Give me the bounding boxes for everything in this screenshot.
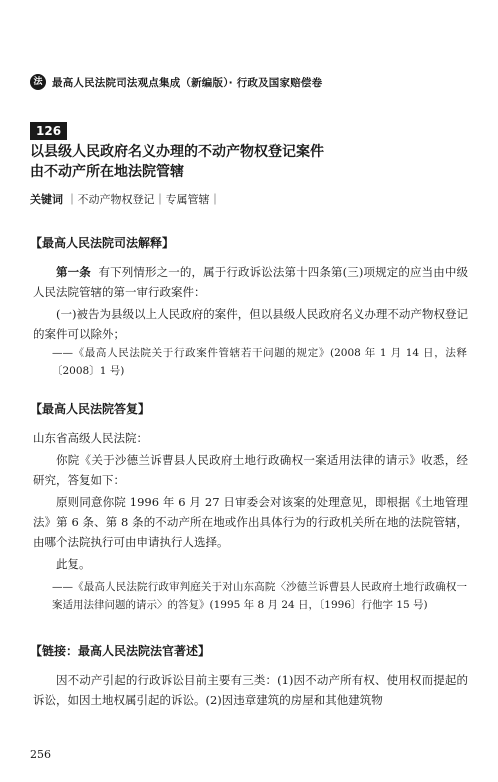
case-number-badge: 126 [30, 122, 67, 140]
section-heading-link: 【链接：最高人民法院法官著述】 [30, 644, 211, 658]
reply-paragraph-1: 你院《关于沙德兰诉曹县人民政府土地行政确权一案适用法律的请示》收悉，经研究，答复如下： [33, 453, 468, 487]
keywords-label: 关键词 [30, 193, 63, 206]
citation-two: ——《最高人民法院行政审判庭关于对山东高院〈沙德兰诉曹县人民政府土地行政确权一案适用法律问题的请示〉的答复》(1995 年 8 月 24 日，〔1996〕行他字 15 号) [52, 581, 467, 611]
section-heading-reply: 【最高人民法院答复】 [30, 402, 151, 416]
seal-icon: 法 [30, 74, 46, 90]
article-paragraph [33, 262, 468, 302]
article-text: 有下列情形之一的，属于行政诉讼法第十四条第(三)项规定的应当由中级人民法院管辖的第一审行政案件： [33, 265, 469, 299]
case-title-line-1: 以县级人民政府名义办理的不动产物权登记案件 [30, 144, 324, 160]
case-title [30, 142, 470, 182]
reply-addressee: 山东省高级人民法院： [33, 431, 148, 445]
case-title-line-2: 由不动产所在地法院管辖 [30, 164, 184, 180]
citation-one: ——《最高人民法院关于行政案件管辖若干问题的规定》(2008 年 1 月 14 日，法释〔2008〕1 号) [52, 347, 467, 377]
keywords-text: ｜不动产物权登记｜专属管辖｜ [66, 193, 221, 206]
keywords-line [30, 192, 470, 208]
article-label: 第一条 [56, 265, 91, 279]
article-item-one: (一)被告为县级以上人民政府的案件，但以县级人民政府名义办理不动产物权登记的案件可以除外； [33, 307, 468, 341]
link-paragraph: 因不动产引起的行政诉讼目前主要有三类：(1)因不动产所有权、使用权而提起的诉讼，如因土地权属引起的诉讼。(2)因违章建筑的房屋和其他建筑物 [33, 673, 468, 707]
running-header [30, 72, 470, 92]
reply-closing: 此复。 [56, 557, 91, 571]
reply-paragraph-2: 原则同意你院 1996 年 6 月 27 日审委会对该案的处理意见，即根据《土地管理法》第 6 条、第 8 条的不动产所在地或作出具体行为的行政机关所在地的法院管辖，由哪个法院执行可由申请执行人选择。 [33, 495, 468, 549]
page-number: 256 [30, 748, 51, 761]
section-heading-interpretation: 【最高人民法院司法解释】 [30, 236, 175, 250]
running-header-text: 最高人民法院司法观点集成（新编版）· 行政及国家赔偿卷 [52, 76, 323, 89]
